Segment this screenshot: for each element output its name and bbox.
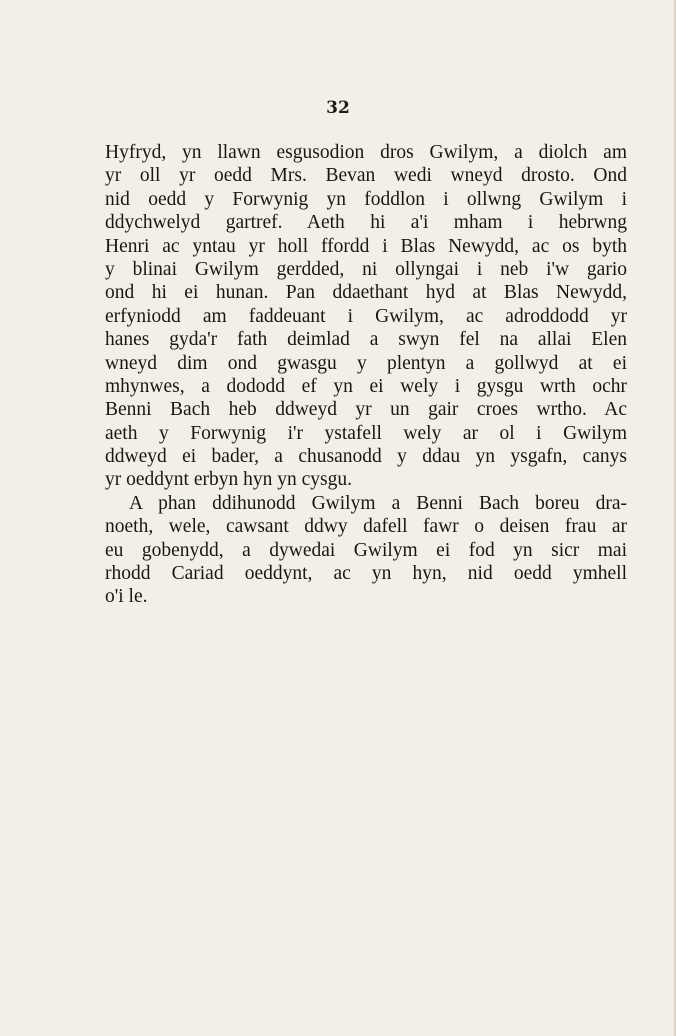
text-line: A phan ddihunodd Gwilym a Benni Bach boreu dra- (129, 492, 627, 514)
text-line: ddweyd ei bader, a chusanodd y ddau yn ysgafn, canys (105, 446, 627, 468)
text-line: ddychwelyd gartref. Aeth hi a'i mham i hebrwng (105, 212, 627, 234)
paragraph (105, 492, 627, 609)
text-line: yr oeddynt erbyn hyn yn cysgu. (105, 469, 352, 491)
text-line: nid oedd y Forwynig yn foddlon i ollwng Gwilym i (105, 188, 627, 210)
body-text (105, 141, 627, 609)
text-line: o'i le. (105, 586, 148, 608)
text-line: hanes gyda'r fath deimlad a swyn fel na allai Elen (105, 329, 627, 351)
text-line: Henri ac yntau yr holl ffordd i Blas Newydd, ac os byth (105, 235, 627, 257)
text-line: aeth y Forwynig i'r ystafell wely ar ol i Gwilym (105, 422, 627, 444)
text-line: noeth, wele, cawsant ddwy dafell fawr o deisen frau ar (105, 516, 627, 538)
paragraph (105, 141, 627, 492)
text-line: Benni Bach heb ddweyd yr un gair croes wrtho. Ac (105, 399, 627, 421)
text-line: yr oll yr oedd Mrs. Bevan wedi wneyd drosto. Ond (105, 165, 627, 187)
text-line: ond hi ei hunan. Pan ddaethant hyd at Blas Newydd, (105, 282, 627, 304)
text-line: y blinai Gwilym gerdded, ni ollyngai i neb i'w gario (105, 258, 627, 280)
text-line: eu gobenydd, a dywedai Gwilym ei fod yn sicr mai (105, 539, 627, 561)
text-line: erfyniodd am faddeuant i Gwilym, ac adroddodd yr (105, 305, 627, 327)
text-line: wneyd dim ond gwasgu y plentyn a gollwyd at ei (105, 352, 627, 374)
text-line: rhodd Cariad oeddynt, ac yn hyn, nid oedd ymhell (105, 563, 627, 585)
text-line: Hyfryd, yn llawn esgusodion dros Gwilym, a diolch am (105, 142, 627, 163)
text-line: mhynwes, a dododd ef yn ei wely i gysgu wrth ochr (105, 375, 627, 397)
page-number: 32 (326, 98, 350, 118)
